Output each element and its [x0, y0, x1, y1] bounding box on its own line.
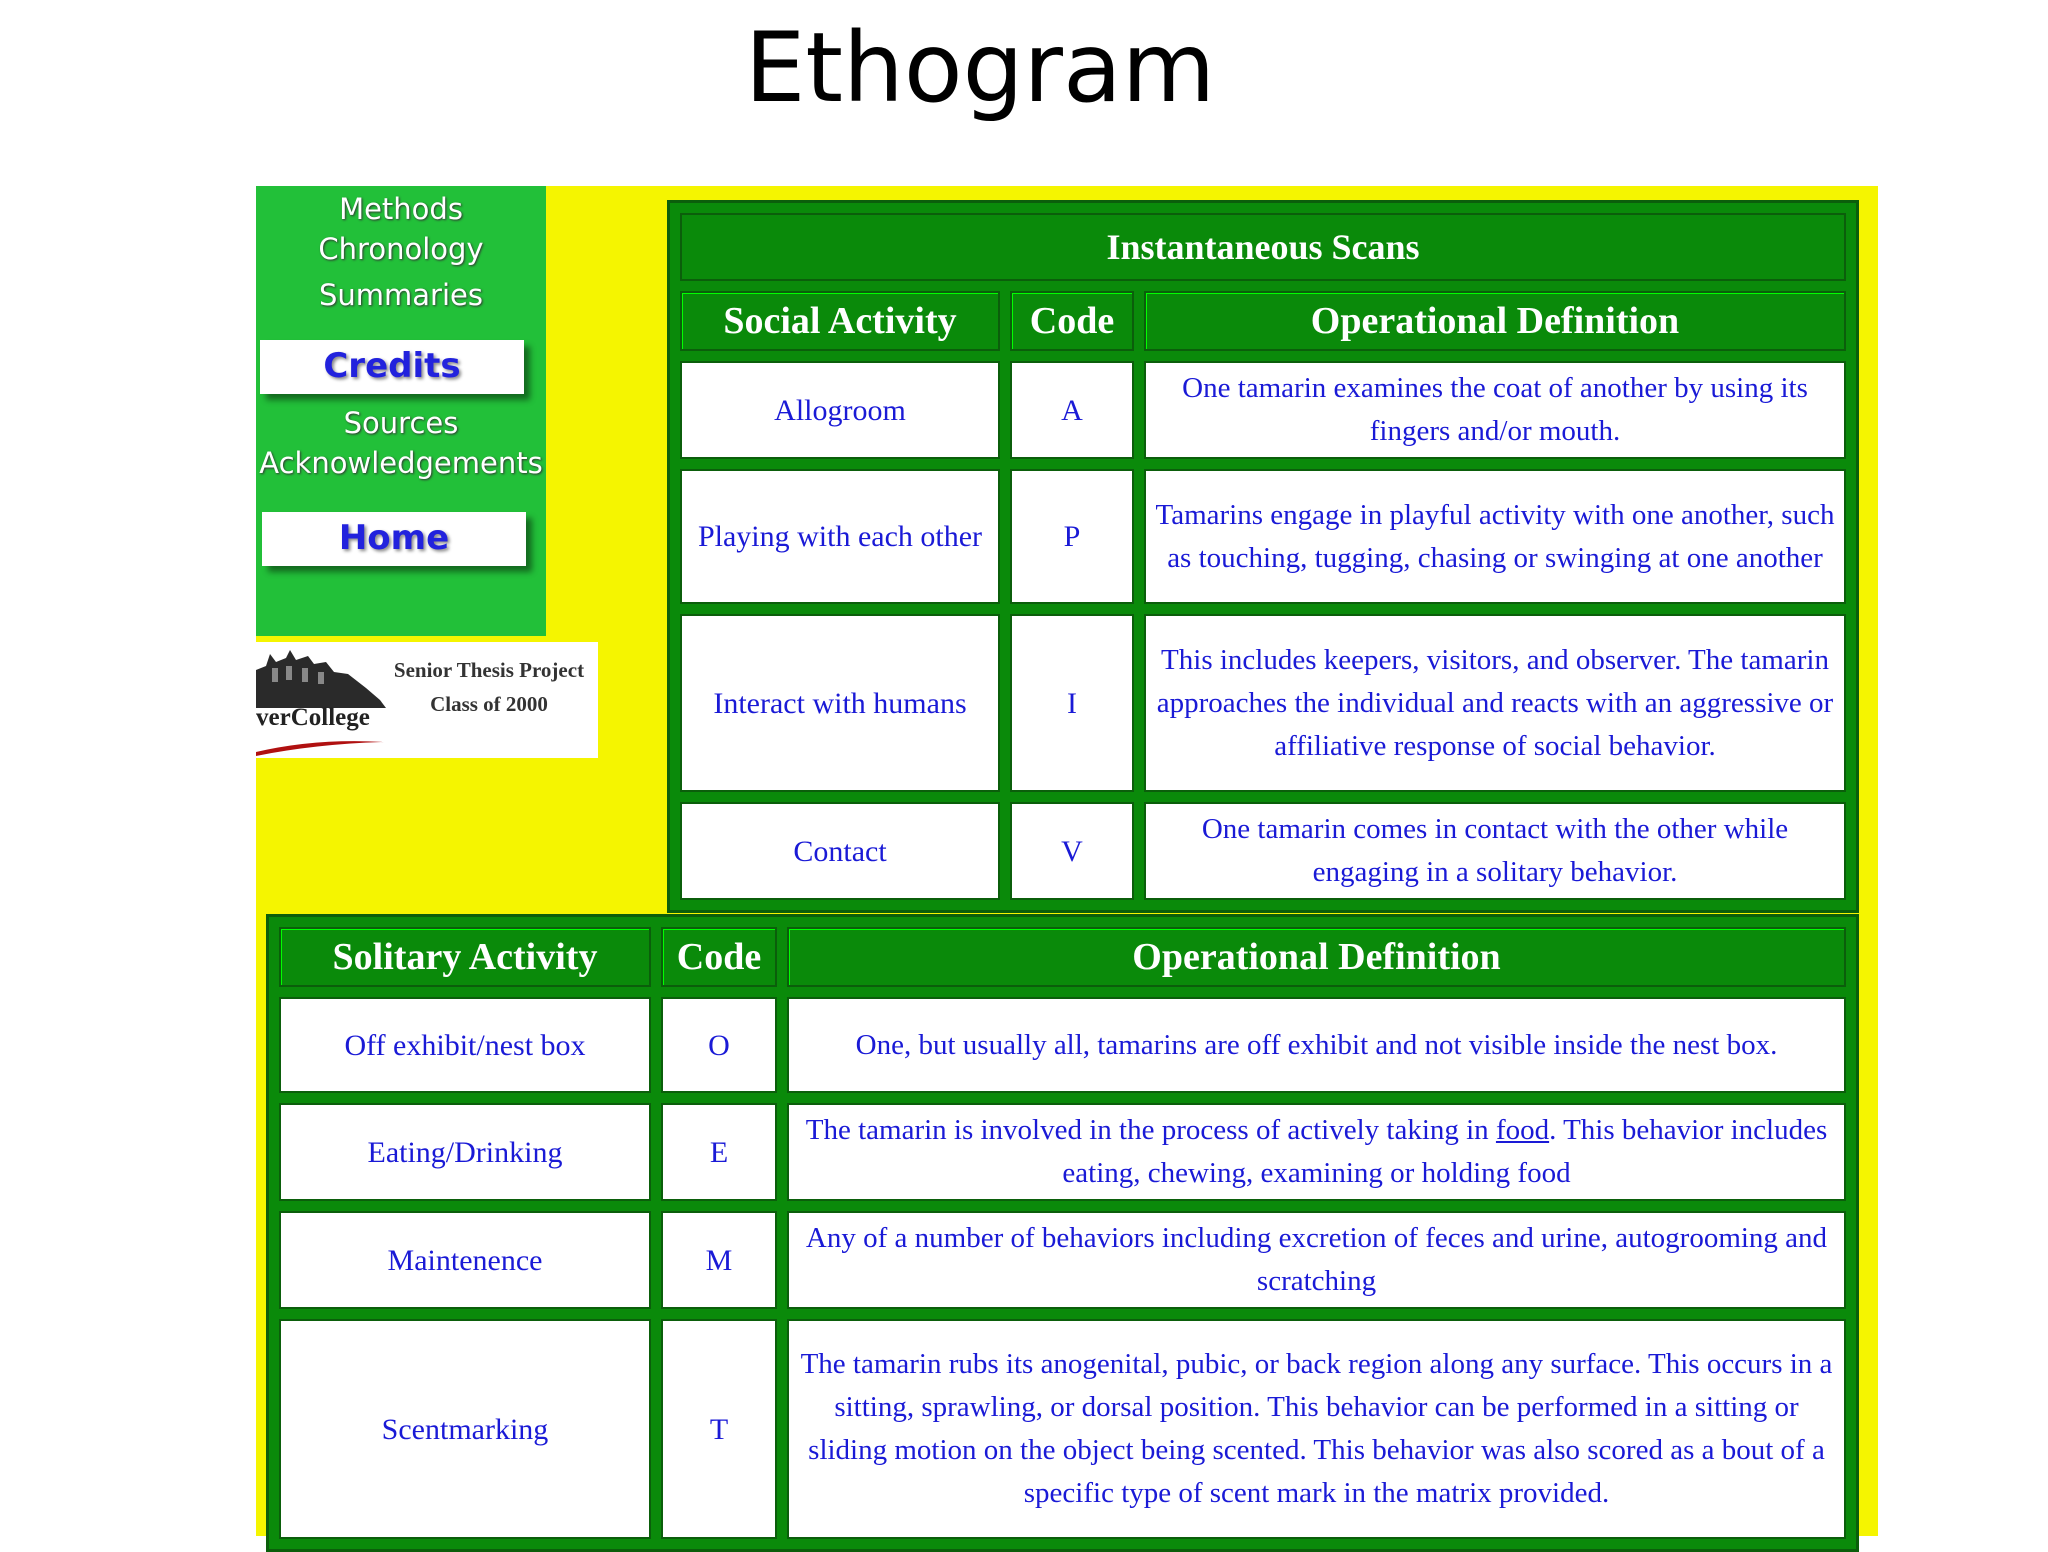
table-row — [279, 1211, 1846, 1309]
activity-cell: Eating/Drinking — [279, 1103, 651, 1201]
nav-link-chronology[interactable]: Chronology — [318, 232, 484, 266]
definition-cell: One tamarin examines the coat of another by using its fingers and/or mouth. — [1144, 361, 1846, 459]
definition-cell — [787, 1103, 1846, 1201]
definition-text-after: . This behavior includes eating, chewing, examining or holding food — [1062, 1114, 1828, 1189]
instantaneous-scans-title: Instantaneous Scans — [680, 213, 1846, 281]
food-link[interactable]: food — [1495, 1114, 1550, 1146]
header-code: Code — [1010, 291, 1134, 351]
activity-cell: Allogroom — [680, 361, 1000, 459]
nav-link-acknowledgements[interactable]: Acknowledgements — [259, 446, 543, 480]
building-logo-icon — [256, 648, 386, 708]
nav-link-sources[interactable]: Sources — [343, 406, 459, 440]
activity-cell: Maintenence — [279, 1211, 651, 1309]
definition-cell: One tamarin comes in contact with the other while engaging in a solitary behavior. — [1144, 802, 1846, 900]
definition-cell: This includes keepers, visitors, and observer. The tamarin approaches the individual and reacts with an aggressive or affiliative response of social behavior. — [1144, 614, 1846, 792]
code-cell: V — [1010, 802, 1134, 900]
header-code: Code — [661, 927, 777, 987]
header-operational-definition: Operational Definition — [1144, 291, 1846, 351]
table-row — [279, 997, 1846, 1093]
logo-swoosh-icon — [256, 734, 386, 756]
header-operational-definition: Operational Definition — [787, 927, 1846, 987]
header-social-activity: Social Activity — [680, 291, 1000, 351]
table-row — [279, 1319, 1846, 1539]
code-cell: I — [1010, 614, 1134, 792]
sidebar-nav — [256, 186, 546, 636]
nav-link-methods[interactable]: Methods — [339, 192, 463, 226]
college-logo — [256, 642, 598, 758]
activity-cell: Playing with each other — [680, 469, 1000, 604]
code-cell: M — [661, 1211, 777, 1309]
code-cell: E — [661, 1103, 777, 1201]
credits-button[interactable]: Credits — [260, 340, 524, 394]
definition-cell: Any of a number of behaviors including excretion of feces and urine, autogrooming and scratching — [787, 1211, 1846, 1309]
activity-cell: Contact — [680, 802, 1000, 900]
code-cell: O — [661, 997, 777, 1093]
header-solitary-activity: Solitary Activity — [279, 927, 651, 987]
logo-college-text: verCollege — [256, 704, 370, 731]
solitary-activity-table — [266, 914, 1859, 1552]
definition-cell: Tamarins engage in playful activity with one another, such as touching, tugging, chasing or swinging at one another — [1144, 469, 1846, 604]
definition-cell: The tamarin rubs its anogenital, pubic, or back region along any surface. This occurs in a sitting, sprawling, or dorsal position. This behavior can be performed in a sitting or sliding motion on the object being scented. This behavior was also scored as a bout of a specific type of scent mark in the matrix provided. — [787, 1319, 1846, 1539]
nav-link-summaries[interactable]: Summaries — [319, 278, 483, 312]
definition-cell: One, but usually all, tamarins are off exhibit and not visible inside the nest box. — [787, 997, 1846, 1093]
home-button[interactable]: Home — [262, 512, 526, 566]
code-cell: A — [1010, 361, 1134, 459]
table-row — [680, 802, 1846, 900]
code-cell: T — [661, 1319, 777, 1539]
table-row — [680, 361, 1846, 459]
table-row — [279, 1103, 1846, 1201]
table-row — [680, 614, 1846, 792]
webpage-screenshot — [256, 186, 1878, 1536]
social-activity-table — [667, 200, 1859, 913]
logo-line-2: Class of 2000 — [430, 692, 548, 716]
table-row — [680, 469, 1846, 604]
activity-cell: Off exhibit/nest box — [279, 997, 651, 1093]
logo-line-1: Senior Thesis Project — [393, 658, 585, 682]
activity-cell: Interact with humans — [680, 614, 1000, 792]
definition-text-before: The tamarin is involved in the process of actively taking in — [805, 1114, 1489, 1146]
activity-cell: Scentmarking — [279, 1319, 651, 1539]
slide-title: Ethogram — [744, 12, 1216, 124]
code-cell: P — [1010, 469, 1134, 604]
